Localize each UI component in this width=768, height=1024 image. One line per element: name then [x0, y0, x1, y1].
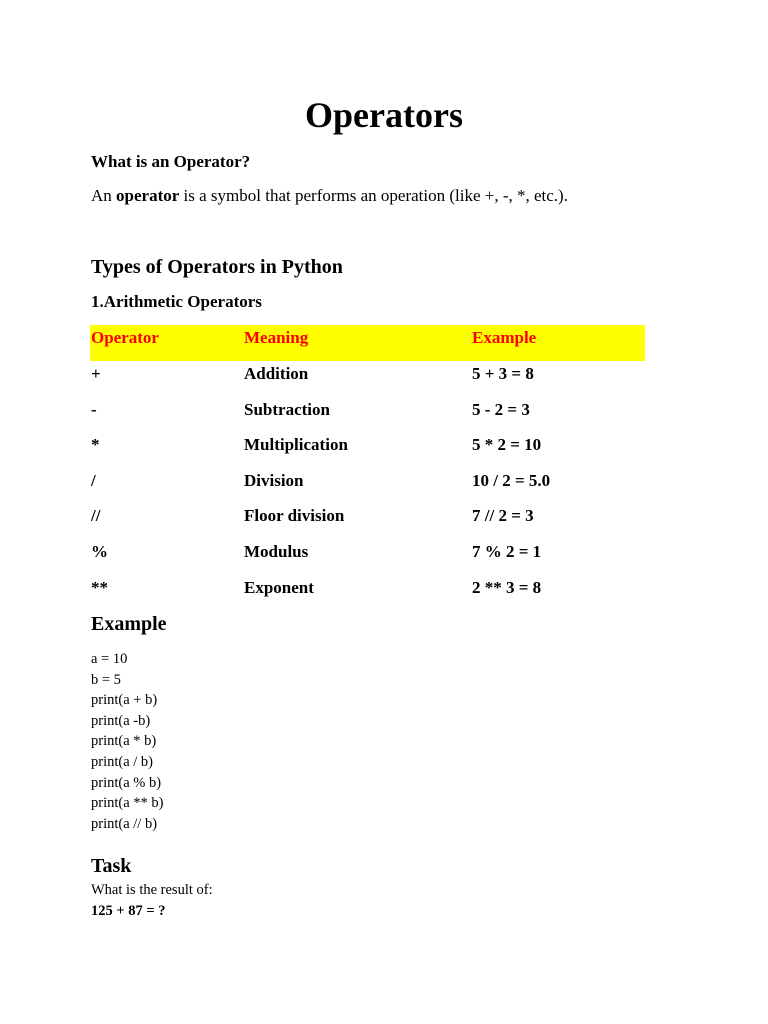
table-cell-example: 5 - 2 = 3	[472, 399, 530, 419]
code-line: print(a -b)	[91, 712, 151, 729]
table-cell-example: 5 * 2 = 10	[472, 435, 542, 455]
definition-text-start: An	[91, 186, 117, 205]
table-cell-operator: %	[91, 541, 108, 561]
column-header-example: Example	[472, 328, 537, 347]
code-line: print(a ** b)	[91, 795, 164, 812]
task-question: What is the result of:	[91, 882, 213, 898]
code-line: b = 5	[91, 671, 121, 688]
table-cell-operator: //	[91, 506, 101, 526]
arithmetic-heading: 1.Arithmetic Operators	[91, 292, 262, 311]
table-row	[90, 397, 645, 433]
table-cell-example: 7 // 2 = 3	[472, 506, 534, 526]
code-example	[91, 649, 163, 834]
table-cell-meaning: Exponent	[244, 577, 314, 597]
code-line: print(a / b)	[91, 753, 154, 770]
task-equation: 125 + 87 = ?	[91, 903, 166, 919]
definition-text-end: is a symbol that performs an operation (like +, -, *, etc.).	[179, 186, 568, 205]
types-heading: Types of Operators in Python	[91, 256, 343, 278]
table-cell-example: 10 / 2 = 5.0	[472, 470, 551, 490]
table-row	[90, 575, 645, 611]
table-row	[90, 539, 645, 575]
table-cell-meaning: Division	[244, 470, 304, 490]
page-title: Operators	[305, 95, 463, 135]
table-row	[90, 432, 645, 468]
table-cell-operator: -	[91, 399, 97, 419]
table-cell-example: 7 % 2 = 1	[472, 541, 542, 561]
table-row	[90, 468, 645, 504]
what-is-heading: What is an Operator?	[91, 152, 251, 171]
column-header-operator: Operator	[91, 328, 159, 347]
table-body	[90, 361, 645, 610]
table-cell-meaning: Addition	[244, 364, 309, 383]
table-cell-operator: *	[91, 435, 100, 455]
code-line: print(a * b)	[91, 733, 157, 750]
table-cell-operator: /	[91, 470, 96, 490]
table-cell-operator: +	[91, 364, 101, 383]
example-heading: Example	[91, 613, 167, 635]
table-cell-meaning: Modulus	[244, 541, 309, 561]
task-heading: Task	[91, 855, 132, 877]
code-line: print(a // b)	[91, 815, 158, 832]
table-cell-example: 5 + 3 = 8	[472, 364, 534, 383]
table-cell-meaning: Subtraction	[244, 399, 330, 419]
table-cell-meaning: Multiplication	[244, 435, 348, 455]
table-header-highlight	[90, 325, 645, 361]
column-header-meaning: Meaning	[244, 328, 309, 347]
table-row	[90, 503, 645, 539]
table-cell-meaning: Floor division	[244, 506, 345, 526]
code-line: print(a + b)	[91, 692, 158, 709]
table-header-row	[90, 325, 645, 361]
table-row	[90, 361, 645, 397]
definition-bold-term: operator	[116, 186, 180, 205]
table-cell-example: 2 ** 3 = 8	[472, 577, 542, 597]
arithmetic-operators-table	[90, 325, 645, 610]
code-line: print(a % b)	[91, 774, 162, 791]
code-line: a = 10	[91, 651, 128, 667]
table-cell-operator: **	[91, 577, 108, 597]
operator-definition	[91, 185, 568, 207]
